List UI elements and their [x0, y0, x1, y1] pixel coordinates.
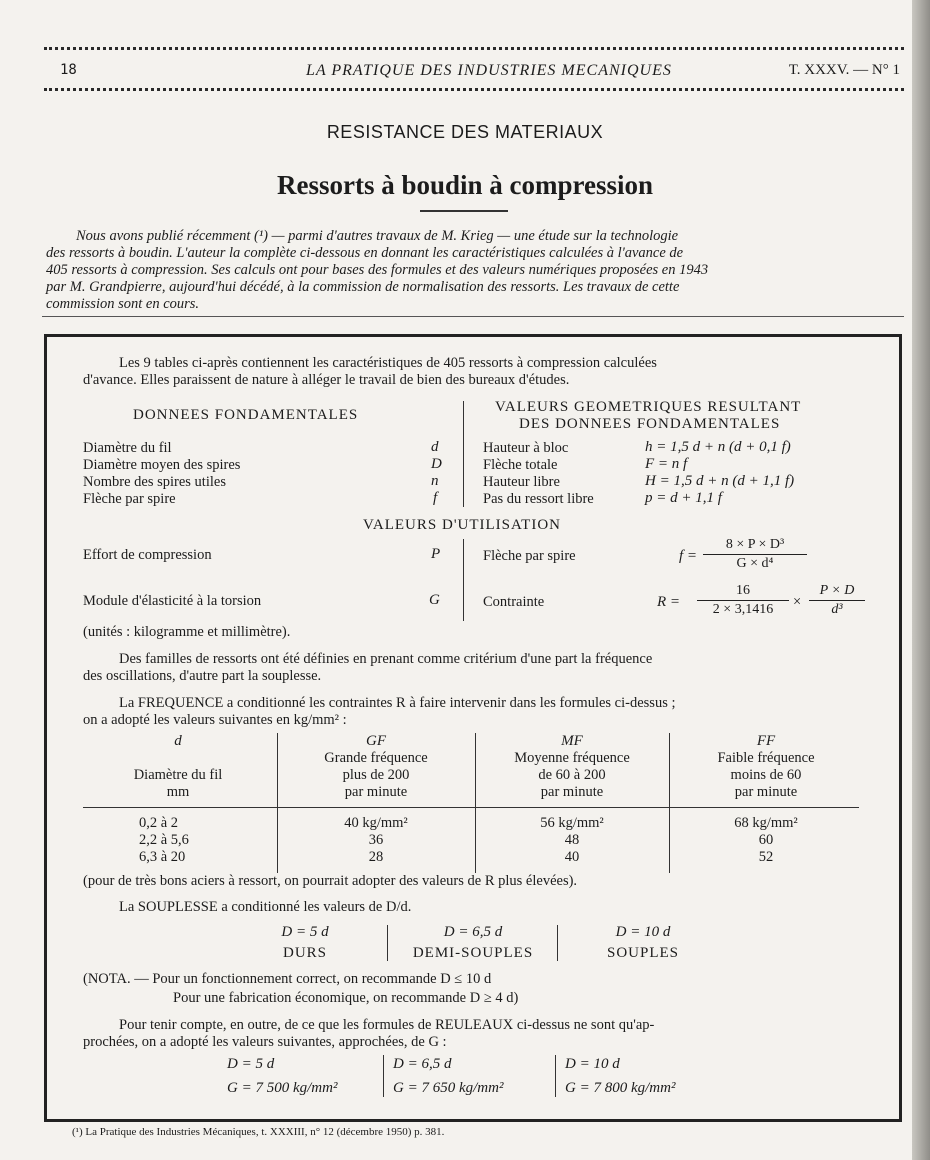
- souplesse-formula: D = 5 d: [281, 924, 329, 940]
- donnee-symbol: n: [431, 473, 439, 489]
- table-cell: 6,3 à 20: [139, 849, 186, 865]
- module-symbol: G: [429, 592, 440, 608]
- table-header-rule: [83, 807, 859, 808]
- table-col-head: Faible fréquence: [717, 750, 815, 766]
- table-cell: 52: [758, 849, 774, 865]
- souplesse-label: DURS: [282, 945, 327, 961]
- souplesse-formula: D = 10 d: [615, 924, 671, 940]
- donnee-label: Diamètre du fil: [83, 440, 172, 456]
- geo-label: Hauteur libre: [483, 474, 560, 490]
- intro-paragraph: [46, 228, 906, 313]
- geo-formula: F = n f: [645, 456, 688, 472]
- reuleaux-line: Pour tenir compte, en outre, de ce que les formules de REULEAUX ci-dessus ne sont qu'ap-: [119, 1017, 655, 1033]
- table-cell: 40 kg/mm²: [344, 815, 408, 831]
- g-value: G = 7 500 kg/mm²: [227, 1080, 338, 1096]
- table-col-head: de 60 à 200: [538, 767, 606, 783]
- table-divider: [475, 733, 476, 873]
- g-d-formula: D = 5 d: [227, 1056, 275, 1072]
- intro-line: par M. Grandpierre, aujourd'hui décédé, à la commission de normalisation des ressorts. Les travaux de cette: [46, 279, 680, 295]
- page-number: 18: [60, 62, 77, 78]
- table-cell: 0,2 à 2: [139, 815, 179, 831]
- module-label: Module d'élasticité à la torsion: [83, 593, 262, 609]
- intro-line: des ressorts à boudin. L'auteur la complète ci-dessous en donnant les caractéristiques calculées à l'avance de: [46, 245, 684, 261]
- journal-title: LA PRATIQUE DES INDUSTRIES MECANIQUES: [306, 62, 672, 79]
- utilisation-title: VALEURS D'UTILISATION: [363, 517, 562, 533]
- g-value: G = 7 800 kg/mm²: [565, 1080, 676, 1096]
- souplesse-divider: [387, 925, 388, 961]
- table-divider: [277, 733, 278, 873]
- reuleaux-line: prochées, on a adopté les valeurs suivantes, approchées, de G :: [83, 1034, 447, 1050]
- g-d-formula: D = 10 d: [565, 1056, 620, 1072]
- contrainte-fraction-1: [697, 583, 789, 618]
- headline-rule: [420, 210, 508, 212]
- contrainte-fraction-2: [809, 583, 865, 618]
- table-cell: 36: [368, 832, 384, 848]
- table-col-head: Diamètre du fil: [133, 767, 223, 783]
- table-col-code: MF: [561, 733, 583, 749]
- geo-formula: H = 1,5 d + n (d + 1,1 f): [645, 473, 795, 489]
- table-col-head: moins de 60: [730, 767, 802, 783]
- volume-number: T. XXXV. — N° 1: [788, 62, 900, 78]
- table-col-code: FF: [756, 733, 776, 749]
- fleche-denominator: G × d⁴: [736, 556, 774, 571]
- fleche-numerator: 8 × P × D³: [703, 537, 807, 555]
- souplesse-divider: [557, 925, 558, 961]
- aciers-note: (pour de très bons aciers à ressort, on pourrait adopter des valeurs de R plus élevées).: [83, 873, 578, 889]
- section-title: RESISTANCE DES MATERIAUX: [326, 122, 604, 142]
- nota-line: Pour une fabrication économique, on recommande D ≥ 4 d): [173, 990, 519, 1006]
- souplesse-line: La SOUPLESSE a conditionné les valeurs de D/d.: [119, 899, 412, 915]
- table-cell: 48: [564, 832, 580, 848]
- geo-label: Pas du ressort libre: [483, 491, 594, 507]
- donnees-title: DONNEES FONDAMENTALES: [133, 407, 359, 423]
- souplesse-label: DEMI-SOUPLES: [412, 945, 534, 961]
- geo-title: VALEURS GEOMETRIQUES RESULTANT: [495, 399, 802, 415]
- frequence-line: La FREQUENCE a conditionné les contraintes R à faire intervenir dans les formules ci-dessus ;: [119, 695, 676, 711]
- intro-line: commission sont en cours.: [46, 296, 200, 312]
- g-value: G = 7 650 kg/mm²: [393, 1080, 504, 1096]
- contrainte-numerator: P × D: [809, 583, 865, 601]
- fleche-label: Flèche par spire: [483, 548, 576, 564]
- familles-line: Des familles de ressorts ont été définies en prenant comme critérium d'une part la fréquence: [119, 651, 653, 667]
- geo-formula: h = 1,5 d + n (d + 0,1 f): [645, 439, 791, 455]
- table-divider: [669, 733, 670, 873]
- table-col-head: par minute: [344, 784, 408, 800]
- units-note: (unités : kilogramme et millimètre).: [83, 624, 291, 640]
- table-col-code: d: [174, 733, 182, 749]
- table-cell: 2,2 à 5,6: [139, 832, 189, 848]
- table-cell: 68 kg/mm²: [734, 815, 798, 831]
- table-cell: 28: [368, 849, 384, 865]
- contrainte-denominator: d³: [831, 602, 843, 617]
- data-box: [44, 334, 902, 1122]
- g-d-formula: D = 6,5 d: [393, 1056, 452, 1072]
- footnote: (¹) La Pratique des Industries Mécaniques, t. XXXIII, n° 12 (décembre 1950) p. 381.: [72, 1126, 445, 1138]
- times-sign: ×: [793, 594, 802, 610]
- contrainte-denominator: 2 × 3,1416: [712, 602, 774, 617]
- table-col-head: plus de 200: [342, 767, 410, 783]
- intro-rule: [42, 316, 904, 317]
- donnee-label: Flèche par spire: [83, 491, 176, 507]
- souplesse-label: SOUPLES: [606, 945, 680, 961]
- table-col-head: Grande fréquence: [324, 750, 428, 766]
- column-divider: [463, 401, 464, 507]
- table-col-code: GF: [366, 733, 386, 749]
- column-divider: [463, 539, 464, 621]
- fleche-lhs: f =: [679, 548, 698, 564]
- box-intro-line: Les 9 tables ci-après contiennent les caractéristiques de 405 ressorts à compression calculées: [119, 355, 657, 371]
- frequence-line: on a adopté les valeurs suivantes en kg/mm² :: [83, 712, 347, 728]
- box-intro-line: d'avance. Elles paraissent de nature à alléger le travail de bien des bureaux d'études.: [83, 372, 570, 388]
- effort-label: Effort de compression: [83, 547, 212, 563]
- table-col-head: mm: [166, 784, 190, 800]
- table-col-head: par minute: [540, 784, 604, 800]
- familles-line: des oscillations, d'autre part la souplesse.: [83, 668, 322, 684]
- contrainte-label: Contrainte: [483, 594, 545, 610]
- geo-formula: p = d + 1,1 f: [645, 490, 722, 506]
- donnee-symbol: f: [433, 490, 438, 506]
- intro-line: Nous avons publié récemment (¹) — parmi d'autres travaux de M. Krieg — une étude sur la technologie: [76, 228, 679, 244]
- running-header: [44, 62, 904, 80]
- donnee-symbol: d: [431, 439, 439, 455]
- fleche-fraction: [703, 537, 807, 572]
- nota-line: (NOTA. — Pour un fonctionnement correct, on recommande D ≤ 10 d: [83, 971, 492, 987]
- contrainte-numerator: 16: [697, 583, 789, 601]
- article-headline: Ressorts à boudin à compression: [276, 170, 654, 200]
- intro-line: 405 ressorts à compression. Ses calculs ont pour bases des formules et des valeurs numériques proposées en 1943: [46, 262, 709, 278]
- table-cell: 56 kg/mm²: [540, 815, 604, 831]
- header-bottom-rule: [44, 88, 904, 91]
- donnee-label: Diamètre moyen des spires: [83, 457, 241, 473]
- geo-label: Hauteur à bloc: [483, 440, 569, 456]
- g-divider: [555, 1055, 556, 1097]
- donnee-symbol: D: [431, 456, 442, 472]
- table-cell: 40: [564, 849, 580, 865]
- souplesse-formula: D = 6,5 d: [443, 924, 503, 940]
- header-top-rule: [44, 47, 904, 50]
- geo-label: Flèche totale: [483, 457, 558, 473]
- g-divider: [383, 1055, 384, 1097]
- table-cell: 60: [758, 832, 774, 848]
- contrainte-lhs: R =: [657, 594, 681, 610]
- table-col-head: Moyenne fréquence: [514, 750, 630, 766]
- donnee-label: Nombre des spires utiles: [83, 474, 226, 490]
- table-col-head: par minute: [734, 784, 798, 800]
- geo-title: DES DONNEES FONDAMENTALES: [519, 416, 781, 432]
- effort-symbol: P: [431, 546, 441, 562]
